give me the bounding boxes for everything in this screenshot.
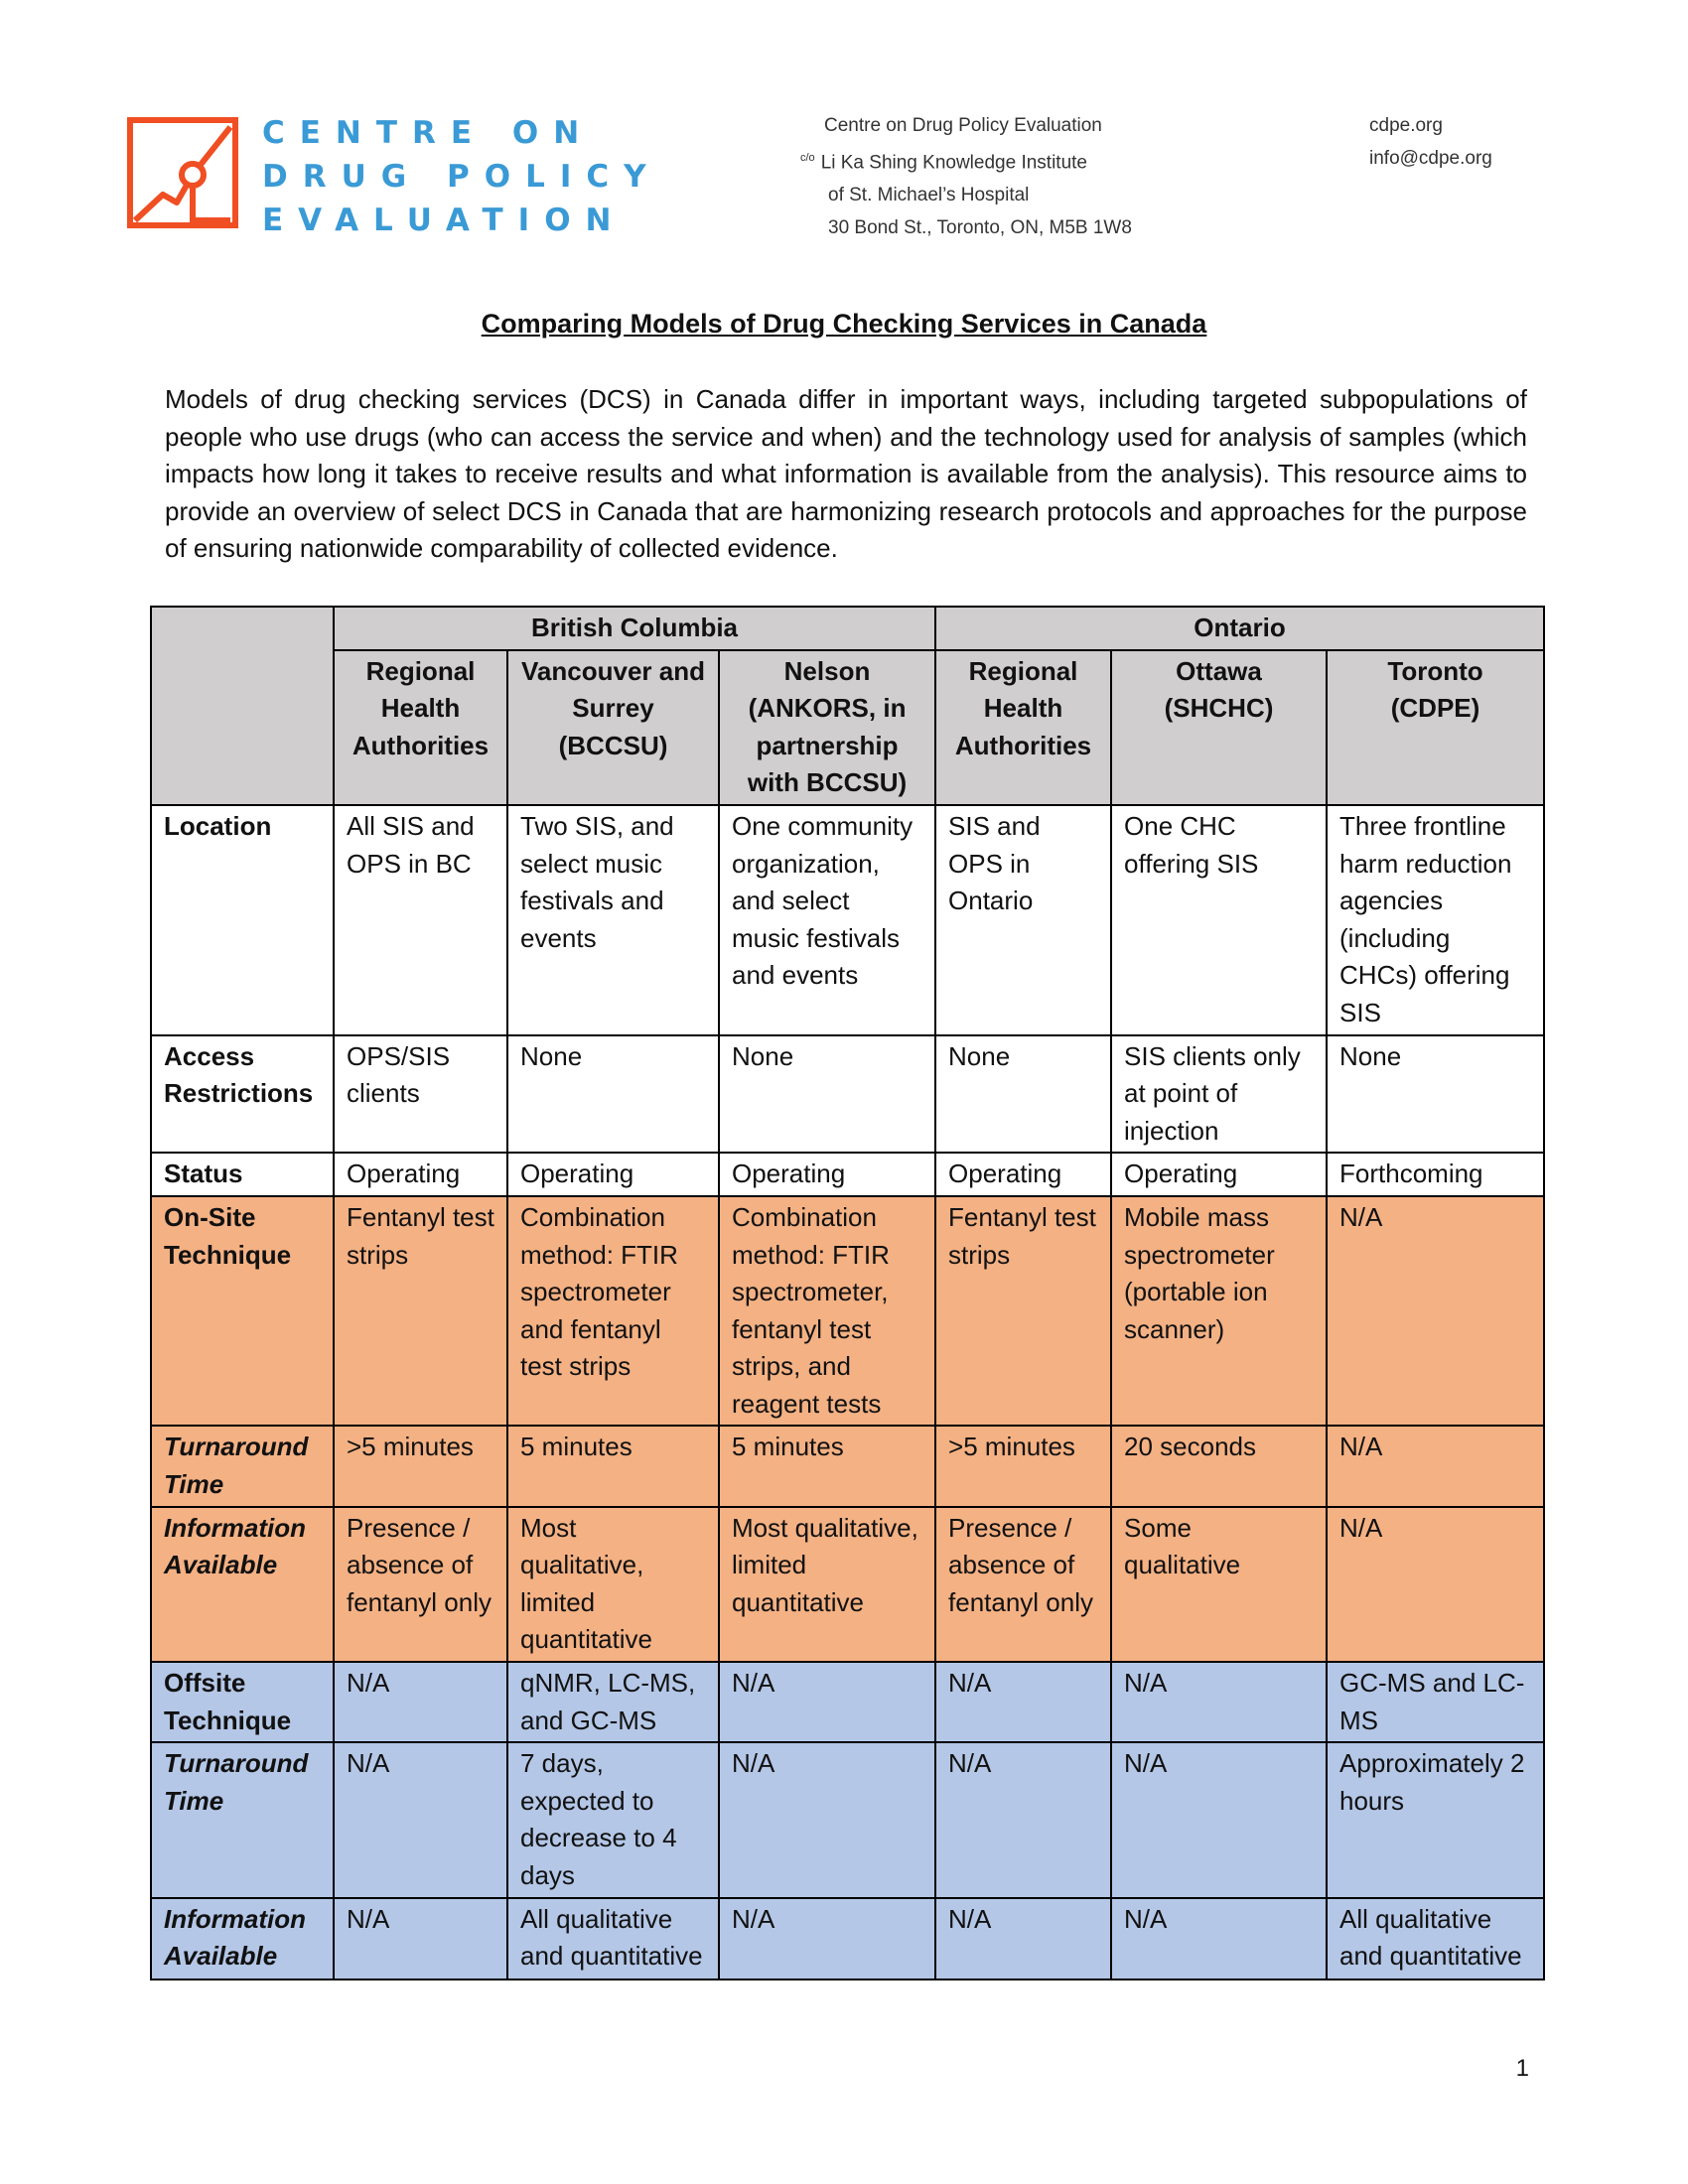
table-cell: Most qualitative, limited quantitative (719, 1507, 935, 1662)
table-cell: N/A (935, 1742, 1111, 1897)
province-header: Ontario (935, 607, 1544, 650)
table-row (151, 805, 1544, 1035)
address-line: Li Ka Shing Knowledge Institute (820, 152, 1087, 174)
table-cell: SIS clients only at point of injection (1111, 1035, 1327, 1154)
table-cell: One community organization, and select music festivals and events (719, 805, 935, 1035)
table-row (151, 1426, 1544, 1506)
address-line: of St. Michael’s Hospital (828, 185, 1030, 206)
website-link[interactable]: cdpe.org (1369, 115, 1443, 136)
table-body (151, 805, 1544, 1979)
table-row (151, 1507, 1544, 1662)
table-cell: Fentanyl test strips (334, 1196, 507, 1427)
table-cell: N/A (719, 1742, 935, 1897)
row-label: Information Available (151, 1898, 334, 1979)
table-row (151, 1662, 1544, 1742)
table-cell: N/A (935, 1662, 1111, 1742)
table-cell: All qualitative and quantitative (507, 1898, 719, 1979)
table-cell: N/A (935, 1898, 1111, 1979)
corner-cell (151, 607, 334, 805)
table-cell: Presence / absence of fentanyl only (334, 1507, 507, 1662)
table-row (151, 1153, 1544, 1196)
table-cell: Operating (719, 1153, 935, 1196)
table-cell: Presence / absence of fentanyl only (935, 1507, 1111, 1662)
row-label: On-Site Technique (151, 1196, 334, 1427)
table-cell: 20 seconds (1111, 1426, 1327, 1506)
table-cell: All SIS and OPS in BC (334, 805, 507, 1035)
org-name-line: CENTRE ON (262, 115, 595, 151)
column-header: Toronto (CDPE) (1327, 650, 1544, 805)
table-cell: qNMR, LC-MS, and GC-MS (507, 1662, 719, 1742)
table-cell: One CHC offering SIS (1111, 805, 1327, 1035)
org-contact (1369, 109, 1492, 175)
table-cell: N/A (1327, 1196, 1544, 1427)
column-header: Vancouver and Surrey (BCCSU) (507, 650, 719, 805)
table-cell: N/A (1327, 1507, 1544, 1662)
table-row (151, 1035, 1544, 1154)
column-header-row (151, 650, 1544, 805)
table-cell: Combination method: FTIR spectrometer, fentanyl test strips, and reagent tests (719, 1196, 935, 1427)
table-cell: Operating (334, 1153, 507, 1196)
row-label: Status (151, 1153, 334, 1196)
email-link[interactable]: info@cdpe.org (1369, 148, 1492, 169)
cdpe-logo-icon (127, 117, 238, 228)
table-cell: N/A (1111, 1898, 1327, 1979)
table-cell: N/A (1111, 1742, 1327, 1897)
column-header: Nelson (ANKORS, in partnership with BCCSU) (719, 650, 935, 805)
table-cell: Operating (1111, 1153, 1327, 1196)
table-cell: N/A (719, 1898, 935, 1979)
table-cell: None (507, 1035, 719, 1154)
table-cell: N/A (1327, 1426, 1544, 1506)
table-cell: OPS/SIS clients (334, 1035, 507, 1154)
table-cell: N/A (334, 1898, 507, 1979)
dcs-comparison-table (150, 606, 1545, 1980)
table-cell: Two SIS, and select music festivals and events (507, 805, 719, 1035)
province-header: British Columbia (334, 607, 935, 650)
intro-paragraph: Models of drug checking services (DCS) in Canada differ in important ways, including targeted subpopulations of people who use drugs (who can access the service and when) and the technology used for analysis of samples (which impacts how long it takes to receive results and what information is available from the analysis). This resource aims to provide an overview of select DCS in Canada that are harmonizing research protocols and approaches for the purpose of ensuring nationwide comparability of collected evidence. (165, 384, 1527, 564)
table-cell: 7 days, expected to decrease to 4 days (507, 1742, 719, 1897)
table-cell: Some qualitative (1111, 1507, 1327, 1662)
table-cell: >5 minutes (334, 1426, 507, 1506)
table-cell: Operating (935, 1153, 1111, 1196)
row-label: Access Restrictions (151, 1035, 334, 1154)
column-header: Ottawa (SHCHC) (1111, 650, 1327, 805)
table-cell: 5 minutes (507, 1426, 719, 1506)
table-row (151, 1196, 1544, 1427)
row-label: Turnaround Time (151, 1742, 334, 1897)
table-cell: None (1327, 1035, 1544, 1154)
table-cell: None (935, 1035, 1111, 1154)
table-cell: N/A (334, 1662, 507, 1742)
table-cell: N/A (1111, 1662, 1327, 1742)
page-number: 1 (1515, 2055, 1529, 2082)
table-cell: Three frontline harm reduction agencies (including CHCs) offering SIS (1327, 805, 1544, 1035)
table-row (151, 1742, 1544, 1897)
table-cell: 5 minutes (719, 1426, 935, 1506)
table-cell: Fentanyl test strips (935, 1196, 1111, 1427)
table-cell: Approximately 2 hours (1327, 1742, 1544, 1897)
table-cell: Most qualitative, limited quantitative (507, 1507, 719, 1662)
column-header: Regional Health Authorities (334, 650, 507, 805)
table-cell: All qualitative and quantitative (1327, 1898, 1544, 1979)
address-line: 30 Bond St., Toronto, ON, M5B 1W8 (828, 217, 1132, 239)
table-cell: Mobile mass spectrometer (portable ion scanner) (1111, 1196, 1327, 1427)
row-label: Information Available (151, 1507, 334, 1662)
province-header-row (151, 607, 1544, 650)
table-cell: Combination method: FTIR spectrometer and fentanyl test strips (507, 1196, 719, 1427)
row-label: Turnaround Time (151, 1426, 334, 1506)
table-row (151, 1898, 1544, 1979)
table-cell: Operating (507, 1153, 719, 1196)
table-cell: SIS and OPS in Ontario (935, 805, 1111, 1035)
address-prefix: c/o (800, 152, 815, 164)
document-title: Comparing Models of Drug Checking Services in Canada (481, 309, 1207, 339)
table-cell: >5 minutes (935, 1426, 1111, 1506)
table-cell: Forthcoming (1327, 1153, 1544, 1196)
table-cell: None (719, 1035, 935, 1154)
address-line: Centre on Drug Policy Evaluation (824, 115, 1102, 136)
table-cell: N/A (719, 1662, 935, 1742)
row-label: Offsite Technique (151, 1662, 334, 1742)
row-label: Location (151, 805, 334, 1035)
table-cell: N/A (334, 1742, 507, 1897)
table-cell: GC-MS and LC-MS (1327, 1662, 1544, 1742)
org-name (262, 111, 661, 242)
column-header: Regional Health Authorities (935, 650, 1111, 805)
org-address (800, 109, 1132, 244)
org-name-line: EVALUATION (262, 203, 627, 238)
org-name-line: DRUG POLICY (262, 159, 661, 195)
